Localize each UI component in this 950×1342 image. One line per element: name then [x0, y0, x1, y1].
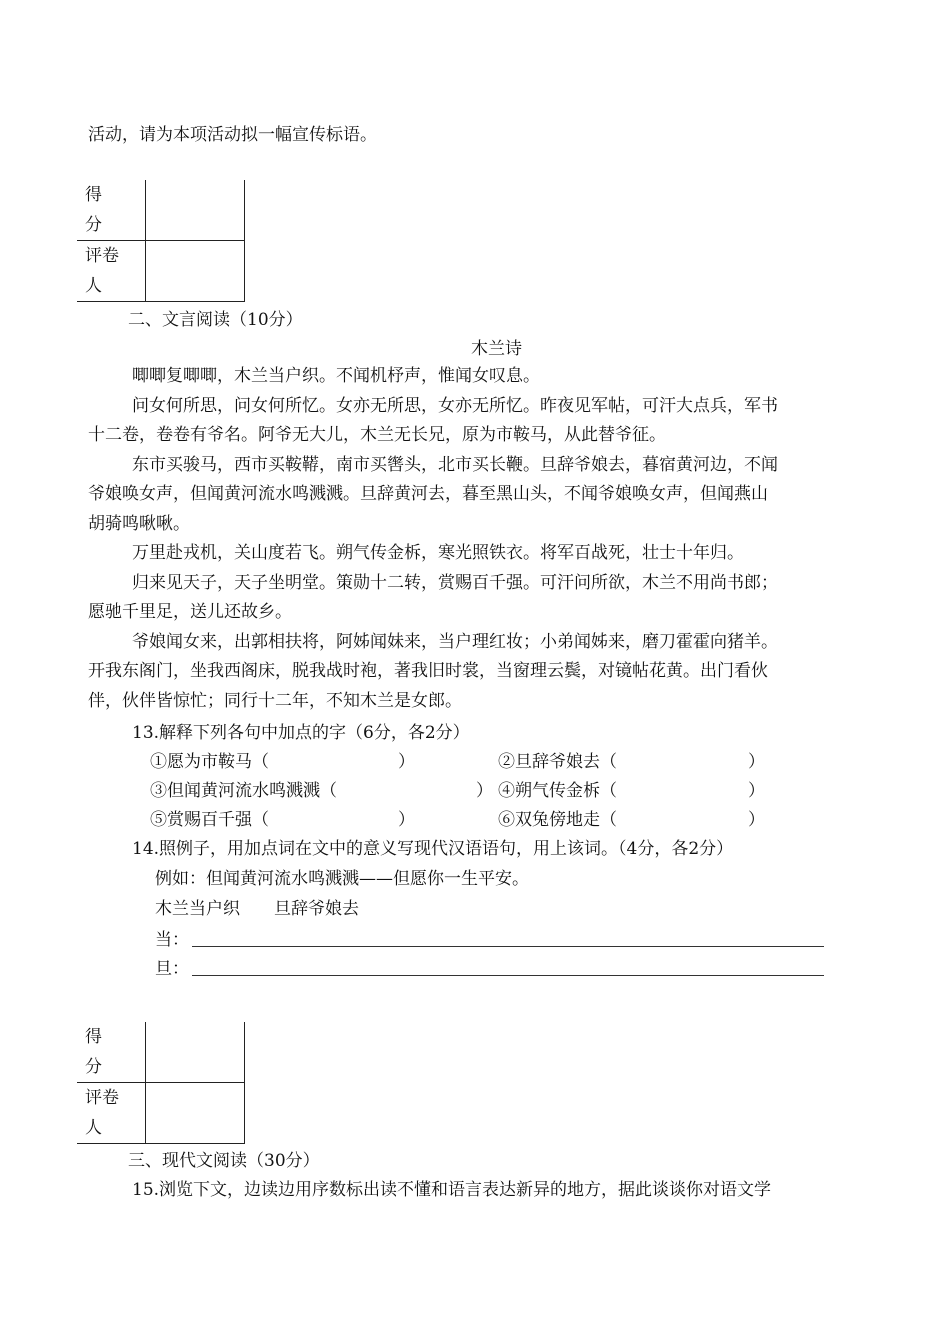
- q13-item-1: ①愿为市鞍马（: [150, 752, 269, 772]
- q13-blank-close-4: ）: [748, 781, 765, 801]
- poem-line: 归来见天子，天子坐明堂。策勋十二转，赏赐百千强。可汗问所欲，木兰不用尚书郎；: [132, 572, 778, 593]
- grader-label: 评卷 人: [77, 241, 146, 302]
- poem-line: 愿驰千里足，送儿还故乡。: [88, 602, 292, 622]
- grader-cell[interactable]: [146, 241, 245, 302]
- q14-answer-line-dan[interactable]: [192, 975, 824, 976]
- q13-blank-close-3: ）: [476, 781, 493, 801]
- q13-stem: 13.解释下列各句中加点的字（6分，各2分）: [132, 723, 470, 743]
- poem-line: 十二卷，卷卷有爷名。阿爷无大儿，木兰无长兄，原为市鞍马，从此替爷征。: [88, 425, 666, 445]
- q13-blank-close-5: ）: [398, 810, 415, 830]
- q13-item-6: ⑥双兔傍地走（: [498, 810, 617, 830]
- score-label: 得 分: [77, 1022, 146, 1083]
- poem-line: 万里赴戎机，关山度若飞。朔气传金柝，寒光照铁衣。将军百战死，壮士十年归。: [132, 543, 744, 563]
- poem-line: 伴，伙伴皆惊忙；同行十二年，不知木兰是女郎。: [88, 690, 462, 711]
- q14-label-dan: 旦：: [155, 959, 189, 979]
- q13-blank-close-2: ）: [748, 752, 765, 772]
- score-cell[interactable]: [146, 180, 245, 241]
- poem-line: 爷娘唤女声，但闻黄河流水鸣溅溅。旦辞黄河去，暮至黑山头，不闻爷娘唤女声，但闻燕山: [88, 484, 768, 504]
- score-box: [77, 180, 245, 302]
- q13-blank-close-6: ）: [748, 810, 765, 830]
- q15-stem: 15.浏览下文，边读边用序数标出读不懂和语言表达新异的地方，据此谈谈你对语文学: [132, 1180, 772, 1200]
- poem-line: 唧唧复唧唧，木兰当户织。不闻机杼声，惟闻女叹息。: [132, 366, 540, 386]
- poem-body: [88, 362, 868, 716]
- poem-line: 胡骑鸣啾啾。: [88, 513, 190, 534]
- poem-line: 爷娘闻女来，出郭相扶将，阿姊闻妹来，当户理红妆；小弟闻姊来，磨刀霍霍向猪羊。: [132, 631, 778, 652]
- poem-line: 开我东阁门，坐我西阁床，脱我战时袍，著我旧时裳，当窗理云鬓，对镜帖花黄。出门看伙: [88, 661, 768, 681]
- q14-phrases: 木兰当户织 旦辞爷娘去: [155, 899, 359, 919]
- q13-item-3: ③但闻黄河流水鸣溅溅（: [150, 781, 337, 801]
- section-heading: 三、现代文阅读（30分）: [128, 1151, 320, 1171]
- score-cell[interactable]: [146, 1022, 245, 1083]
- intro-tail: 活动，请为本项活动拟一幅宣传标语。: [88, 125, 377, 145]
- q14-stem: 14.照例子，用加点词在文中的意义写现代汉语语句，用上该词。（4分，各2分）: [132, 839, 734, 859]
- score-label: 得 分: [77, 180, 146, 241]
- q14-label-dang: 当：: [155, 930, 189, 950]
- poem-line: 问女何所思，问女何所忆。女亦无所思，女亦无所忆。昨夜见军帖，可汗大点兵，军书: [132, 395, 778, 416]
- q14-example: 例如：但闻黄河流水鸣溅溅——但愿你一生平安。: [155, 869, 529, 889]
- section-heading: 二、文言阅读（10分）: [128, 310, 303, 330]
- q14-answer-line-dang[interactable]: [192, 946, 824, 947]
- score-box: [77, 1022, 245, 1144]
- q13-item-5: ⑤赏赐百千强（: [150, 810, 269, 830]
- poem-title: 木兰诗: [471, 339, 522, 359]
- q13-item-2: ②旦辞爷娘去（: [498, 752, 617, 772]
- grader-label: 评卷 人: [77, 1083, 146, 1144]
- q13-item-4: ④朔气传金柝（: [498, 781, 617, 801]
- q13-blank-close-1: ）: [398, 752, 415, 772]
- grader-cell[interactable]: [146, 1083, 245, 1144]
- poem-line: 东市买骏马，西市买鞍鞯，南市买辔头，北市买长鞭。旦辞爷娘去，暮宿黄河边，不闻: [132, 454, 778, 475]
